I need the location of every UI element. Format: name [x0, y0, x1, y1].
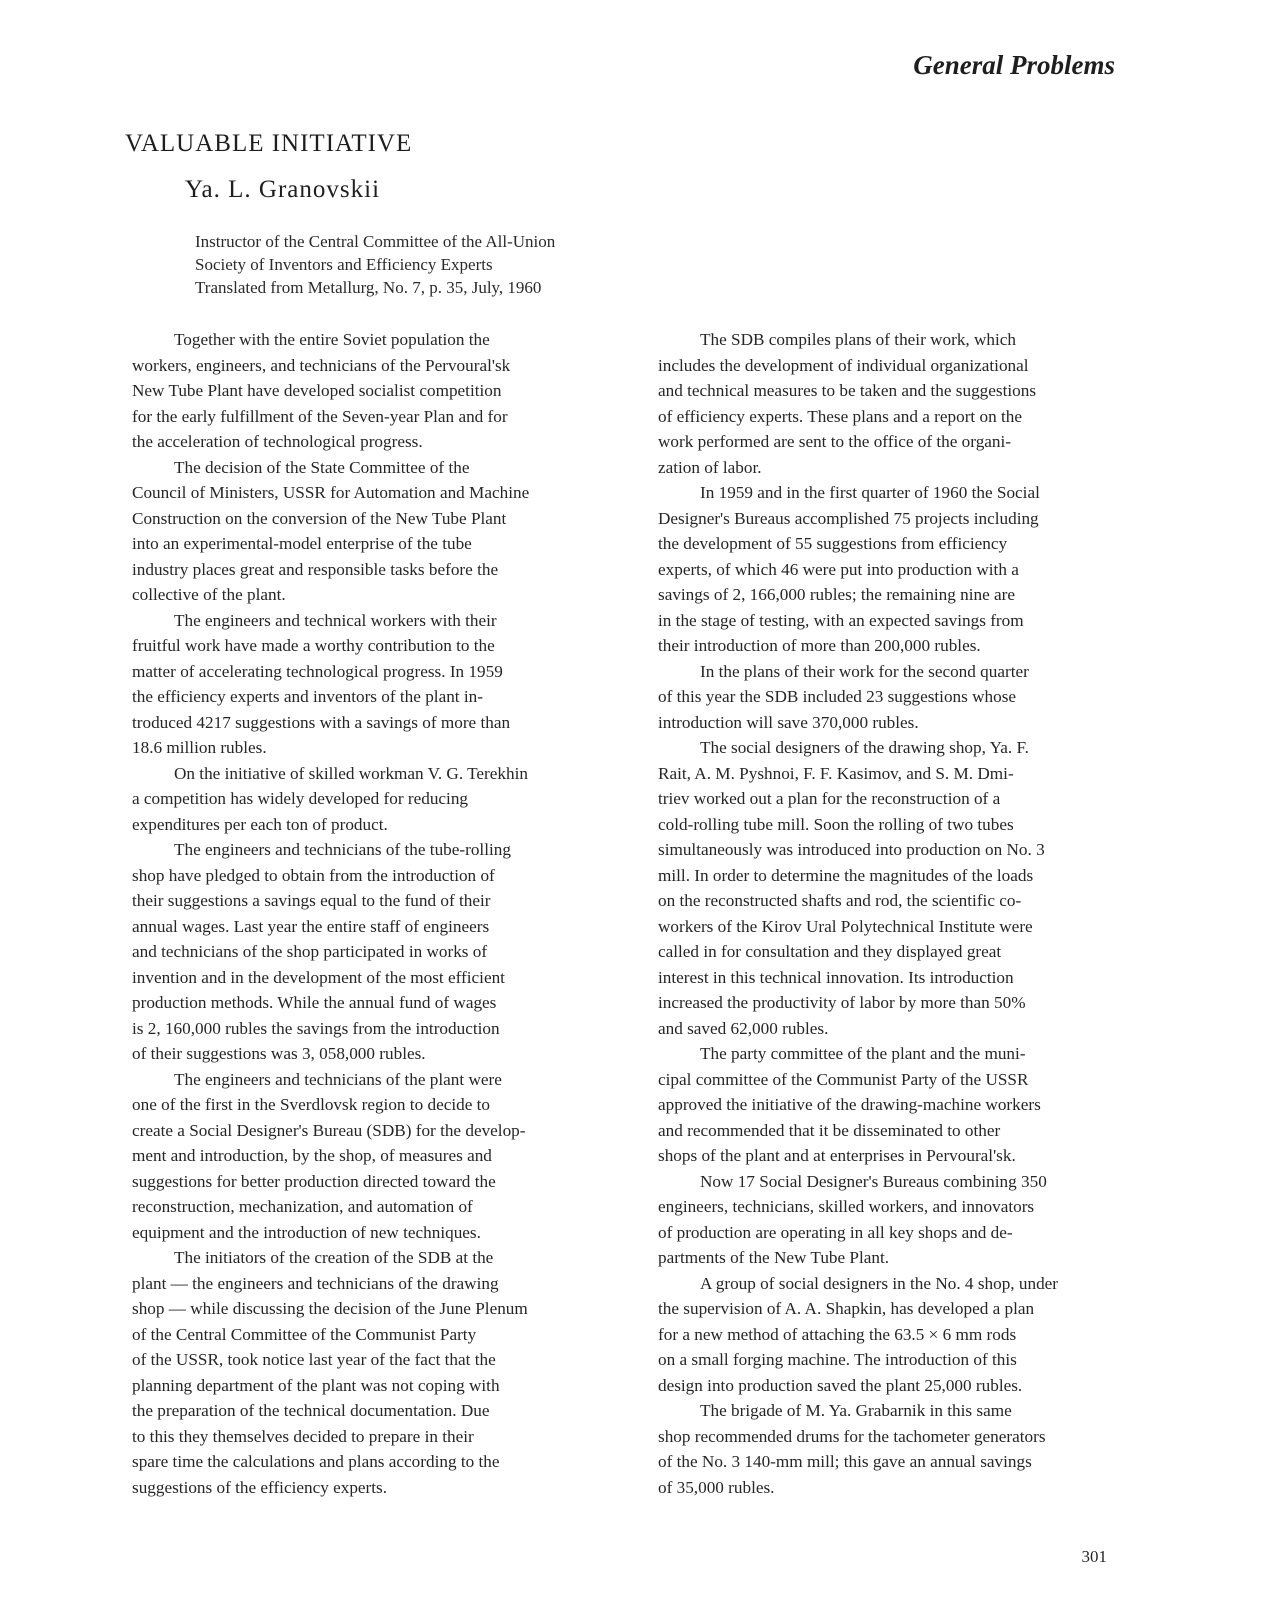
text-line: suggestions of the efficiency experts.: [132, 1477, 388, 1497]
text-line: The engineers and technical workers with their: [174, 610, 497, 630]
text-line: of the No. 3 140-mm mill; this gave an annual savings: [658, 1452, 1032, 1471]
text-line: shop — while discussing the decision of the June Plenum: [132, 1299, 528, 1318]
text-line: and saved 62,000 rubles.: [658, 1018, 829, 1038]
text-line: The party committee of the plant and the muni-: [700, 1044, 1026, 1063]
right-text-column: [658, 327, 1154, 1500]
text-line: Now 17 Social Designer's Bureaus combining 350: [700, 1171, 1047, 1191]
text-line: and recommended that it be disseminated to other: [658, 1120, 1001, 1140]
text-line: includes the development of individual organizational: [658, 355, 1029, 375]
text-line: Rait, A. M. Pyshnoi, F. F. Kasimov, and S. M. Dmi-: [658, 763, 1014, 783]
text-line: fruitful work have made a worthy contribution to the: [132, 636, 495, 655]
text-line: experts, of which 46 were put into production with a: [658, 559, 1019, 579]
text-line: Construction on the conversion of the New Tube Plant: [132, 508, 507, 528]
text-line: their suggestions a savings equal to the fund of their: [132, 891, 491, 910]
text-line: of this year the SDB included 23 suggestions whose: [658, 687, 1017, 706]
text-line: savings of 2, 166,000 rubles; the remaining nine are: [658, 585, 1016, 604]
text-line: matter of accelerating technological progress. In 1959: [132, 661, 503, 681]
text-line: the preparation of the technical documentation. Due: [132, 1401, 490, 1420]
text-line: of efficiency experts. These plans and a report on the: [658, 406, 1022, 426]
text-line: Council of Ministers, USSR for Automation and Machine: [132, 483, 530, 502]
article-author: Ya. L. Granovskii: [185, 176, 381, 203]
text-line: to this they themselves decided to prepare in their: [132, 1426, 474, 1446]
text-line: design into production saved the plant 25,000 rubles.: [658, 1375, 1023, 1395]
text-line: zation of labor.: [658, 457, 762, 477]
author-affiliation: [195, 230, 555, 299]
text-line: into an experimental-model enterprise of the tube: [132, 534, 472, 553]
text-line: the supervision of A. A. Shapkin, has developed a plan: [658, 1299, 1035, 1318]
text-line: of the USSR, took notice last year of the fact that the: [132, 1350, 496, 1369]
text-line: cipal committee of the Communist Party of the USSR: [658, 1069, 1029, 1089]
text-line: On the initiative of skilled workman V. G. Terekhin: [174, 763, 528, 783]
text-line: invention and in the development of the most efficient: [132, 967, 505, 987]
text-line: approved the initiative of the drawing-machine workers: [658, 1095, 1041, 1114]
text-line: mill. In order to determine the magnitudes of the loads: [658, 865, 1034, 885]
text-line: Designer's Bureaus accomplished 75 projects including: [658, 508, 1039, 528]
text-line: of their suggestions was 3, 058,000 rubles.: [132, 1044, 426, 1063]
text-line: equipment and the introduction of new techniques.: [132, 1222, 481, 1242]
text-line: In 1959 and in the first quarter of 1960 the Social: [700, 483, 1040, 502]
text-line: for the early fulfillment of the Seven-year Plan and for: [132, 406, 508, 426]
affiliation-line: Instructor of the Central Committee of the All-Union: [195, 232, 556, 251]
article-title: VALUABLE INITIATIVE: [125, 130, 413, 157]
text-line: The initiators of the creation of the SDB at the: [174, 1248, 494, 1267]
text-line: interest in this technical innovation. Its introduction: [658, 967, 1014, 987]
text-line: in the stage of testing, with an expected savings from: [658, 610, 1024, 630]
text-line: workers, engineers, and technicians of the Pervoural'sk: [132, 355, 511, 375]
text-line: The brigade of M. Ya. Grabarnik in this same: [700, 1401, 1012, 1420]
text-line: introduction will save 370,000 rubles.: [658, 712, 919, 732]
text-line: of production are operating in all key shops and de-: [658, 1222, 1013, 1242]
text-line: one of the first in the Sverdlovsk region to decide to: [132, 1095, 490, 1114]
text-line: shop have pledged to obtain from the introduction of: [132, 865, 495, 885]
text-line: is 2, 160,000 rubles the savings from the introduction: [132, 1018, 500, 1038]
text-line: and technicians of the shop participated in works of: [132, 942, 488, 961]
text-line: New Tube Plant have developed socialist competition: [132, 381, 502, 400]
text-line: their introduction of more than 200,000 rubles.: [658, 636, 981, 655]
text-line: the acceleration of technological progress.: [132, 432, 423, 451]
text-line: of the Central Committee of the Communist Party: [132, 1324, 477, 1344]
left-text-column: [132, 327, 624, 1500]
text-line: A group of social designers in the No. 4 shop, under: [700, 1273, 1059, 1293]
section-header: General Problems: [913, 50, 1115, 80]
text-line: plant — the engineers and technicians of the drawing: [132, 1273, 499, 1293]
text-line: workers of the Kirov Ural Polytechnical Institute were: [658, 916, 1033, 936]
text-line: partments of the New Tube Plant.: [658, 1248, 890, 1267]
text-line: a competition has widely developed for reducing: [132, 789, 469, 808]
text-line: shop recommended drums for the tachometer generators: [658, 1426, 1046, 1446]
text-line: of 35,000 rubles.: [658, 1477, 775, 1497]
text-line: suggestions for better production directed toward the: [132, 1171, 496, 1191]
text-line: create a Social Designer's Bureau (SDB) for the develop-: [132, 1120, 526, 1140]
text-line: engineers, technicians, skilled workers, and innovators: [658, 1197, 1035, 1216]
text-line: work performed are sent to the office of the organi-: [658, 432, 1012, 451]
text-line: industry places great and responsible tasks before the: [132, 559, 499, 579]
text-line: annual wages. Last year the entire staff of engineers: [132, 916, 490, 936]
text-line: The SDB compiles plans of their work, which: [700, 330, 1017, 349]
text-line: the efficiency experts and inventors of the plant in-: [132, 687, 483, 706]
text-line: Together with the entire Soviet population the: [174, 330, 490, 349]
text-line: triev worked out a plan for the reconstruction of a: [658, 789, 1001, 808]
text-line: expenditures per each ton of product.: [132, 814, 388, 834]
affiliation-line: Society of Inventors and Efficiency Experts: [195, 255, 493, 274]
text-line: The social designers of the drawing shop, Ya. F.: [700, 738, 1029, 757]
text-line: called in for consultation and they displayed great: [658, 942, 1002, 961]
text-line: the development of 55 suggestions from efficiency: [658, 534, 1008, 553]
text-line: and technical measures to be taken and the suggestions: [658, 381, 1037, 400]
page-number: 301: [1081, 1547, 1107, 1566]
text-line: simultaneously was introduced into production on No. 3: [658, 840, 1045, 859]
text-line: production methods. While the annual fund of wages: [132, 993, 497, 1012]
text-line: In the plans of their work for the second quarter: [700, 661, 1029, 681]
text-line: for a new method of attaching the 63.5 × 6 mm rods: [658, 1324, 1017, 1344]
text-line: increased the productivity of labor by more than 50%: [658, 993, 1026, 1012]
text-line: The decision of the State Committee of the: [174, 457, 470, 477]
text-line: spare time the calculations and plans according to the: [132, 1452, 500, 1471]
text-line: 18.6 million rubles.: [132, 738, 267, 757]
text-line: on a small forging machine. The introduction of this: [658, 1350, 1017, 1369]
text-line: shops of the plant and at enterprises in Pervoural'sk.: [658, 1146, 1016, 1165]
text-line: planning department of the plant was not coping with: [132, 1375, 500, 1395]
text-line: collective of the plant.: [132, 585, 286, 604]
text-line: ment and introduction, by the shop, of measures and: [132, 1146, 492, 1165]
text-line: reconstruction, mechanization, and automation of: [132, 1197, 473, 1216]
text-line: on the reconstructed shafts and rod, the scientific co-: [658, 891, 1022, 910]
text-line: cold-rolling tube mill. Soon the rolling of two tubes: [658, 814, 1014, 834]
text-line: The engineers and technicians of the tube-rolling: [174, 840, 511, 859]
text-line: troduced 4217 suggestions with a savings of more than: [132, 712, 511, 732]
translation-source: Translated from Metallurg, No. 7, p. 35, July, 1960: [195, 278, 542, 297]
text-line: The engineers and technicians of the plant were: [174, 1069, 502, 1089]
